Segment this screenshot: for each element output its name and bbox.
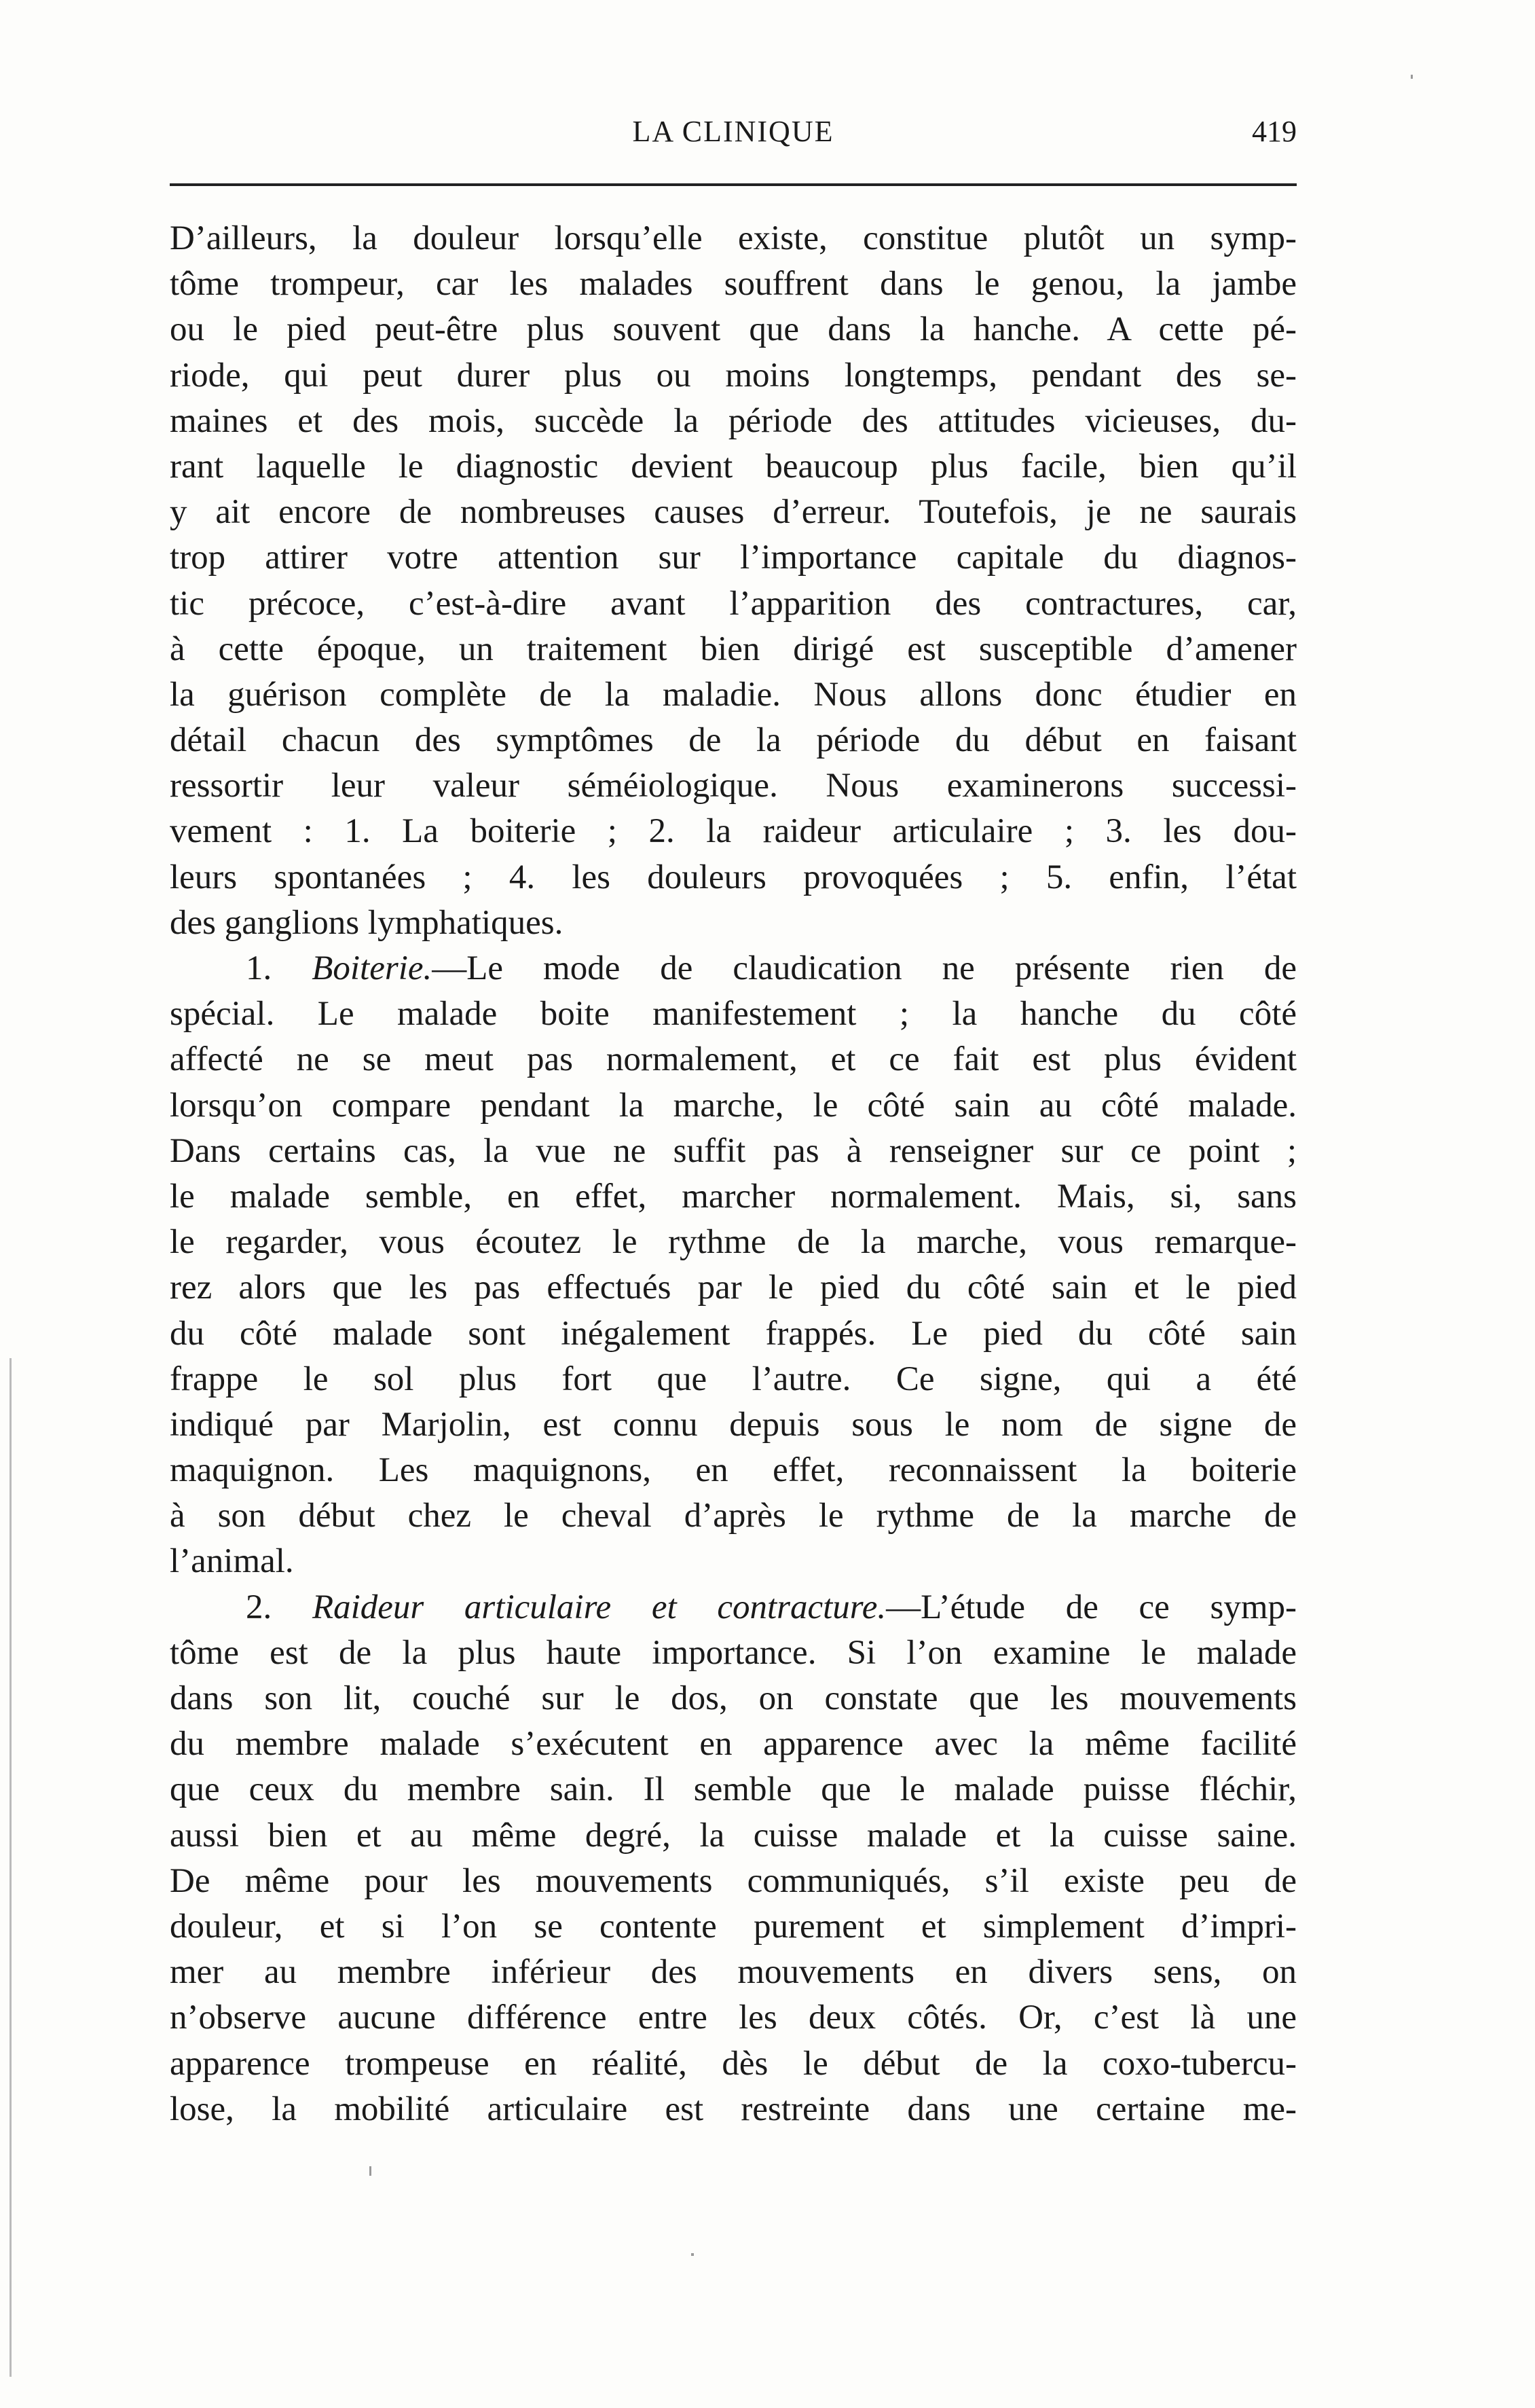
page-number: 419 xyxy=(1252,115,1297,148)
text-line: Dans certains cas, la vue ne suffit pas à renseigner sur ce point ; xyxy=(170,1131,1297,1170)
text-line: D’ailleurs, la douleur lorsqu’elle existe, constitue plutôt un symp- xyxy=(170,219,1297,257)
text-line: du côté malade sont inégalement frappés. Le pied du côté sain xyxy=(170,1314,1297,1353)
text-line: trop attirer votre attention sur l’importance capitale du diagnos- xyxy=(170,539,1297,577)
text-line: apparence trompeuse en réalité, dès le début de la coxo-tubercu- xyxy=(170,2044,1297,2083)
text-line: l’animal. xyxy=(170,1542,294,1581)
text-line: mer au membre inférieur des mouvements en divers sens, on xyxy=(170,1953,1297,1992)
text-line: De même pour les mouvements communiqués, s’il existe peu de xyxy=(170,1861,1297,1900)
text-line: maines et des mois, succède la période des attitudes vicieuses, du- xyxy=(170,401,1297,440)
text-line: tôme trompeur, car les malades souffrent dans le genou, la jambe xyxy=(170,265,1297,304)
text-line: le malade semble, en effet, marcher normalement. Mais, si, sans xyxy=(170,1177,1297,1216)
text-line: riode, qui peut durer plus ou moins longtemps, pendant des se- xyxy=(170,356,1297,395)
text-line: ou le pied peut-être plus souvent que dans la hanche. A cette pé- xyxy=(170,310,1297,349)
text-line: que ceux du membre sain. Il semble que le malade puisse fléchir, xyxy=(170,1770,1297,1809)
text-line: maquignon. Les maquignons, en effet, reconnaissent la boiterie xyxy=(170,1451,1297,1490)
text-line: du membre malade s’exécutent en apparence avec la même facilité xyxy=(170,1725,1297,1764)
text-fragment: —L’étude de ce symp- xyxy=(886,1588,1297,1626)
text-line: à son début chez le cheval d’après le rythme de la marche de xyxy=(170,1497,1297,1535)
section-number: 1. xyxy=(246,949,272,987)
text-line: rez alors que les pas effectués par le pied du côté sain et le pied xyxy=(170,1269,1297,1307)
text-line: à cette époque, un traitement bien dirigé est susceptible d’amener xyxy=(170,630,1297,668)
text-line: lose, la mobilité articulaire est restreinte dans une certaine me- xyxy=(170,2090,1297,2128)
text-line: ressortir leur valeur séméiologique. Nous examinerons successi- xyxy=(170,767,1297,805)
text-line: vement : 1. La boiterie ; 2. la raideur articulaire ; 3. les dou- xyxy=(170,812,1297,851)
text-line: aussi bien et au même degré, la cuisse malade et la cuisse saine. xyxy=(170,1816,1297,1855)
scan-mark xyxy=(369,2166,371,2176)
text-line: affecté ne se meut pas normalement, et ce fait est plus évident xyxy=(170,1040,1297,1079)
section-title: Raideur articulaire et contracture. xyxy=(312,1588,887,1626)
text-line: des ganglions lymphatiques. xyxy=(170,903,563,942)
text-line: leurs spontanées ; 4. les douleurs provoquées ; 5. enfin, l’état xyxy=(170,858,1297,896)
text-line: la guérison complète de la maladie. Nous allons donc étudier en xyxy=(170,675,1297,714)
running-head xyxy=(170,114,1297,162)
running-title: LA CLINIQUE xyxy=(632,115,834,148)
section-heading-line xyxy=(170,946,1297,991)
text-line: lorsqu’on compare pendant la marche, le côté sain au côté malade. xyxy=(170,1086,1297,1125)
text-line: détail chacun des symptômes de la période du début en faisant xyxy=(170,721,1297,760)
text-line: le regarder, vous écoutez le rythme de la marche, vous remarque- xyxy=(170,1223,1297,1262)
section-title: Boiterie. xyxy=(312,949,432,987)
scan-mark xyxy=(1411,75,1413,79)
text-line: rant laquelle le diagnostic devient beaucoup plus facile, bien qu’il xyxy=(170,447,1297,486)
text-line: tôme est de la plus haute importance. Si l’on examine le malade xyxy=(170,1633,1297,1672)
body-text xyxy=(170,216,1297,2132)
header-rule xyxy=(170,183,1297,186)
text-line: n’observe aucune différence entre les deux côtés. Or, c’est là une xyxy=(170,1999,1297,2037)
text-fragment: —Le mode de claudication ne présente rien de xyxy=(432,949,1297,987)
scan-mark xyxy=(10,1358,12,2377)
section-number: 2. xyxy=(246,1588,272,1626)
section-heading-line xyxy=(170,1585,1297,1630)
text-line: spécial. Le malade boite manifestement ; la hanche du côté xyxy=(170,995,1297,1034)
text-line: y ait encore de nombreuses causes d’erreur. Toutefois, je ne saurais xyxy=(170,493,1297,532)
text-line: douleur, et si l’on se contente purement et simplement d’impri- xyxy=(170,1907,1297,1946)
scan-mark xyxy=(691,2253,694,2256)
text-line: frappe le sol plus fort que l’autre. Ce signe, qui a été xyxy=(170,1360,1297,1398)
text-line: dans son lit, couché sur le dos, on constate que les mouvements xyxy=(170,1679,1297,1717)
text-line: indiqué par Marjolin, est connu depuis sous le nom de signe de xyxy=(170,1405,1297,1444)
text-line: tic précoce, c’est-à-dire avant l’apparition des contractures, car, xyxy=(170,584,1297,623)
